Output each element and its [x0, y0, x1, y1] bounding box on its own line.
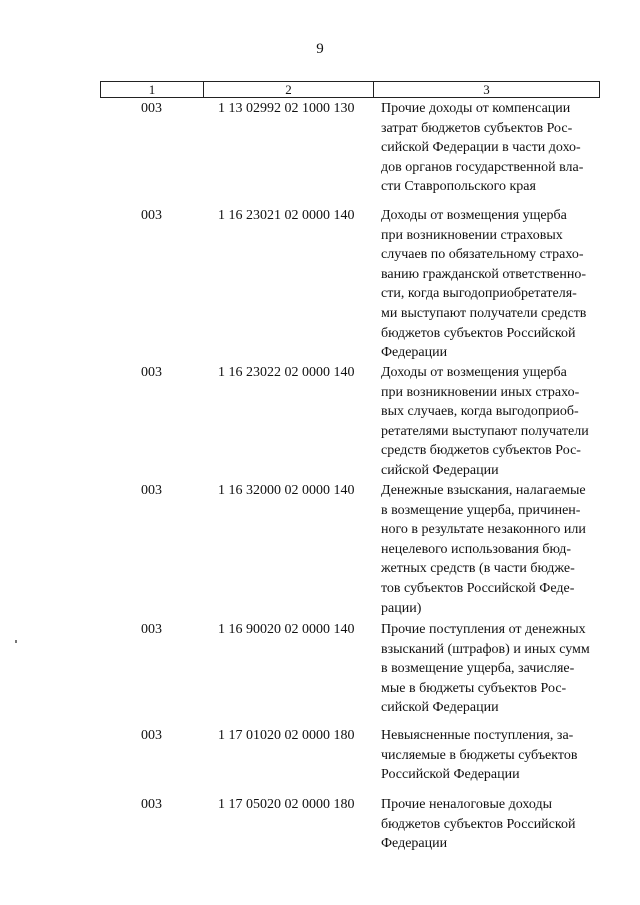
- description-line: случаев по обязательному страхо-: [381, 247, 584, 263]
- description-line: Прочие доходы от компенсации: [381, 101, 571, 116]
- income-description: [381, 726, 601, 785]
- scan-artifact-mark: [15, 640, 17, 643]
- income-description: [381, 99, 601, 197]
- description-line: мые в бюджеты субъектов Рос-: [381, 680, 567, 696]
- description-line: Невыясненные поступления, за-: [381, 728, 574, 743]
- description-line: Доходы от возмещения ущерба: [381, 208, 567, 223]
- description-line: Прочие поступления от денежных: [381, 622, 586, 637]
- income-description: [381, 620, 601, 718]
- description-line: нецелевого использования бюд-: [381, 541, 572, 557]
- header-col-2: 2: [204, 82, 374, 97]
- description-line: вых случаев, когда выгодоприоб-: [381, 404, 579, 420]
- description-line: бюджетов субъектов Российской: [381, 816, 576, 832]
- description-line: Доходы от возмещения ущерба: [381, 365, 567, 380]
- description-line: Прочие неналоговые доходы: [381, 797, 553, 812]
- description-line: Федерации: [381, 836, 448, 852]
- income-description: [381, 481, 601, 618]
- description-line: сти Ставропольского края: [381, 179, 536, 195]
- admin-code: 003: [141, 483, 162, 498]
- description-line: бюджетов субъектов Российской: [381, 325, 576, 341]
- page-number: 9: [316, 41, 324, 57]
- table-header: [100, 81, 600, 98]
- description-line: средств бюджетов субъектов Рос-: [381, 443, 581, 459]
- description-line: жетных средств (в части бюдже-: [381, 561, 575, 577]
- header-col-3: 3: [483, 82, 490, 97]
- description-line: Российской Федерации: [381, 767, 520, 783]
- budget-code: 1 16 90020 02 0000 140: [218, 622, 355, 637]
- description-line: тов субъектов Российской Феде-: [381, 580, 575, 596]
- description-line: сийской Федерации: [381, 462, 499, 478]
- description-line: дов органов государственной вла-: [381, 159, 584, 175]
- description-line: числяемые в бюджеты субъектов: [381, 747, 578, 763]
- description-line: Денежные взыскания, налагаемые: [381, 483, 586, 498]
- description-line: при возникновении иных страхо-: [381, 384, 580, 400]
- description-line: в возмещение ущерба, причинен-: [381, 502, 581, 518]
- admin-code: 003: [141, 208, 162, 223]
- description-line: сти, когда выгодоприобретателя-: [381, 286, 577, 302]
- description-line: ретателями выступают получатели: [381, 423, 589, 439]
- admin-code: 003: [141, 797, 162, 812]
- description-line: при возникновении страховых: [381, 227, 563, 243]
- description-line: затрат бюджетов субъектов Рос-: [381, 120, 573, 136]
- budget-code: 1 16 23021 02 0000 140: [218, 208, 355, 223]
- description-line: ми выступают получатели средств: [381, 305, 587, 321]
- income-description: [381, 795, 601, 854]
- header-col-1: 1: [101, 82, 204, 97]
- budget-code: 1 13 02992 02 1000 130: [218, 101, 355, 116]
- admin-code: 003: [141, 622, 162, 637]
- description-line: сийской Федерации в части дохо-: [381, 140, 581, 156]
- description-line: ного в результате незаконного или: [381, 522, 586, 538]
- income-description: [381, 206, 601, 363]
- description-line: взысканий (штрафов) и иных сумм: [381, 641, 590, 657]
- admin-code: 003: [141, 728, 162, 743]
- description-line: ванию гражданской ответственно-: [381, 266, 587, 282]
- budget-code: 1 17 05020 02 0000 180: [218, 797, 355, 812]
- description-line: рации): [381, 600, 422, 616]
- description-line: Федерации: [381, 345, 448, 361]
- budget-code: 1 16 32000 02 0000 140: [218, 483, 355, 498]
- admin-code: 003: [141, 365, 162, 380]
- budget-code: 1 17 01020 02 0000 180: [218, 728, 355, 743]
- description-line: в возмещение ущерба, зачисляе-: [381, 661, 575, 677]
- budget-code: 1 16 23022 02 0000 140: [218, 365, 355, 380]
- income-description: [381, 363, 601, 481]
- description-line: сийской Федерации: [381, 700, 499, 716]
- admin-code: 003: [141, 101, 162, 116]
